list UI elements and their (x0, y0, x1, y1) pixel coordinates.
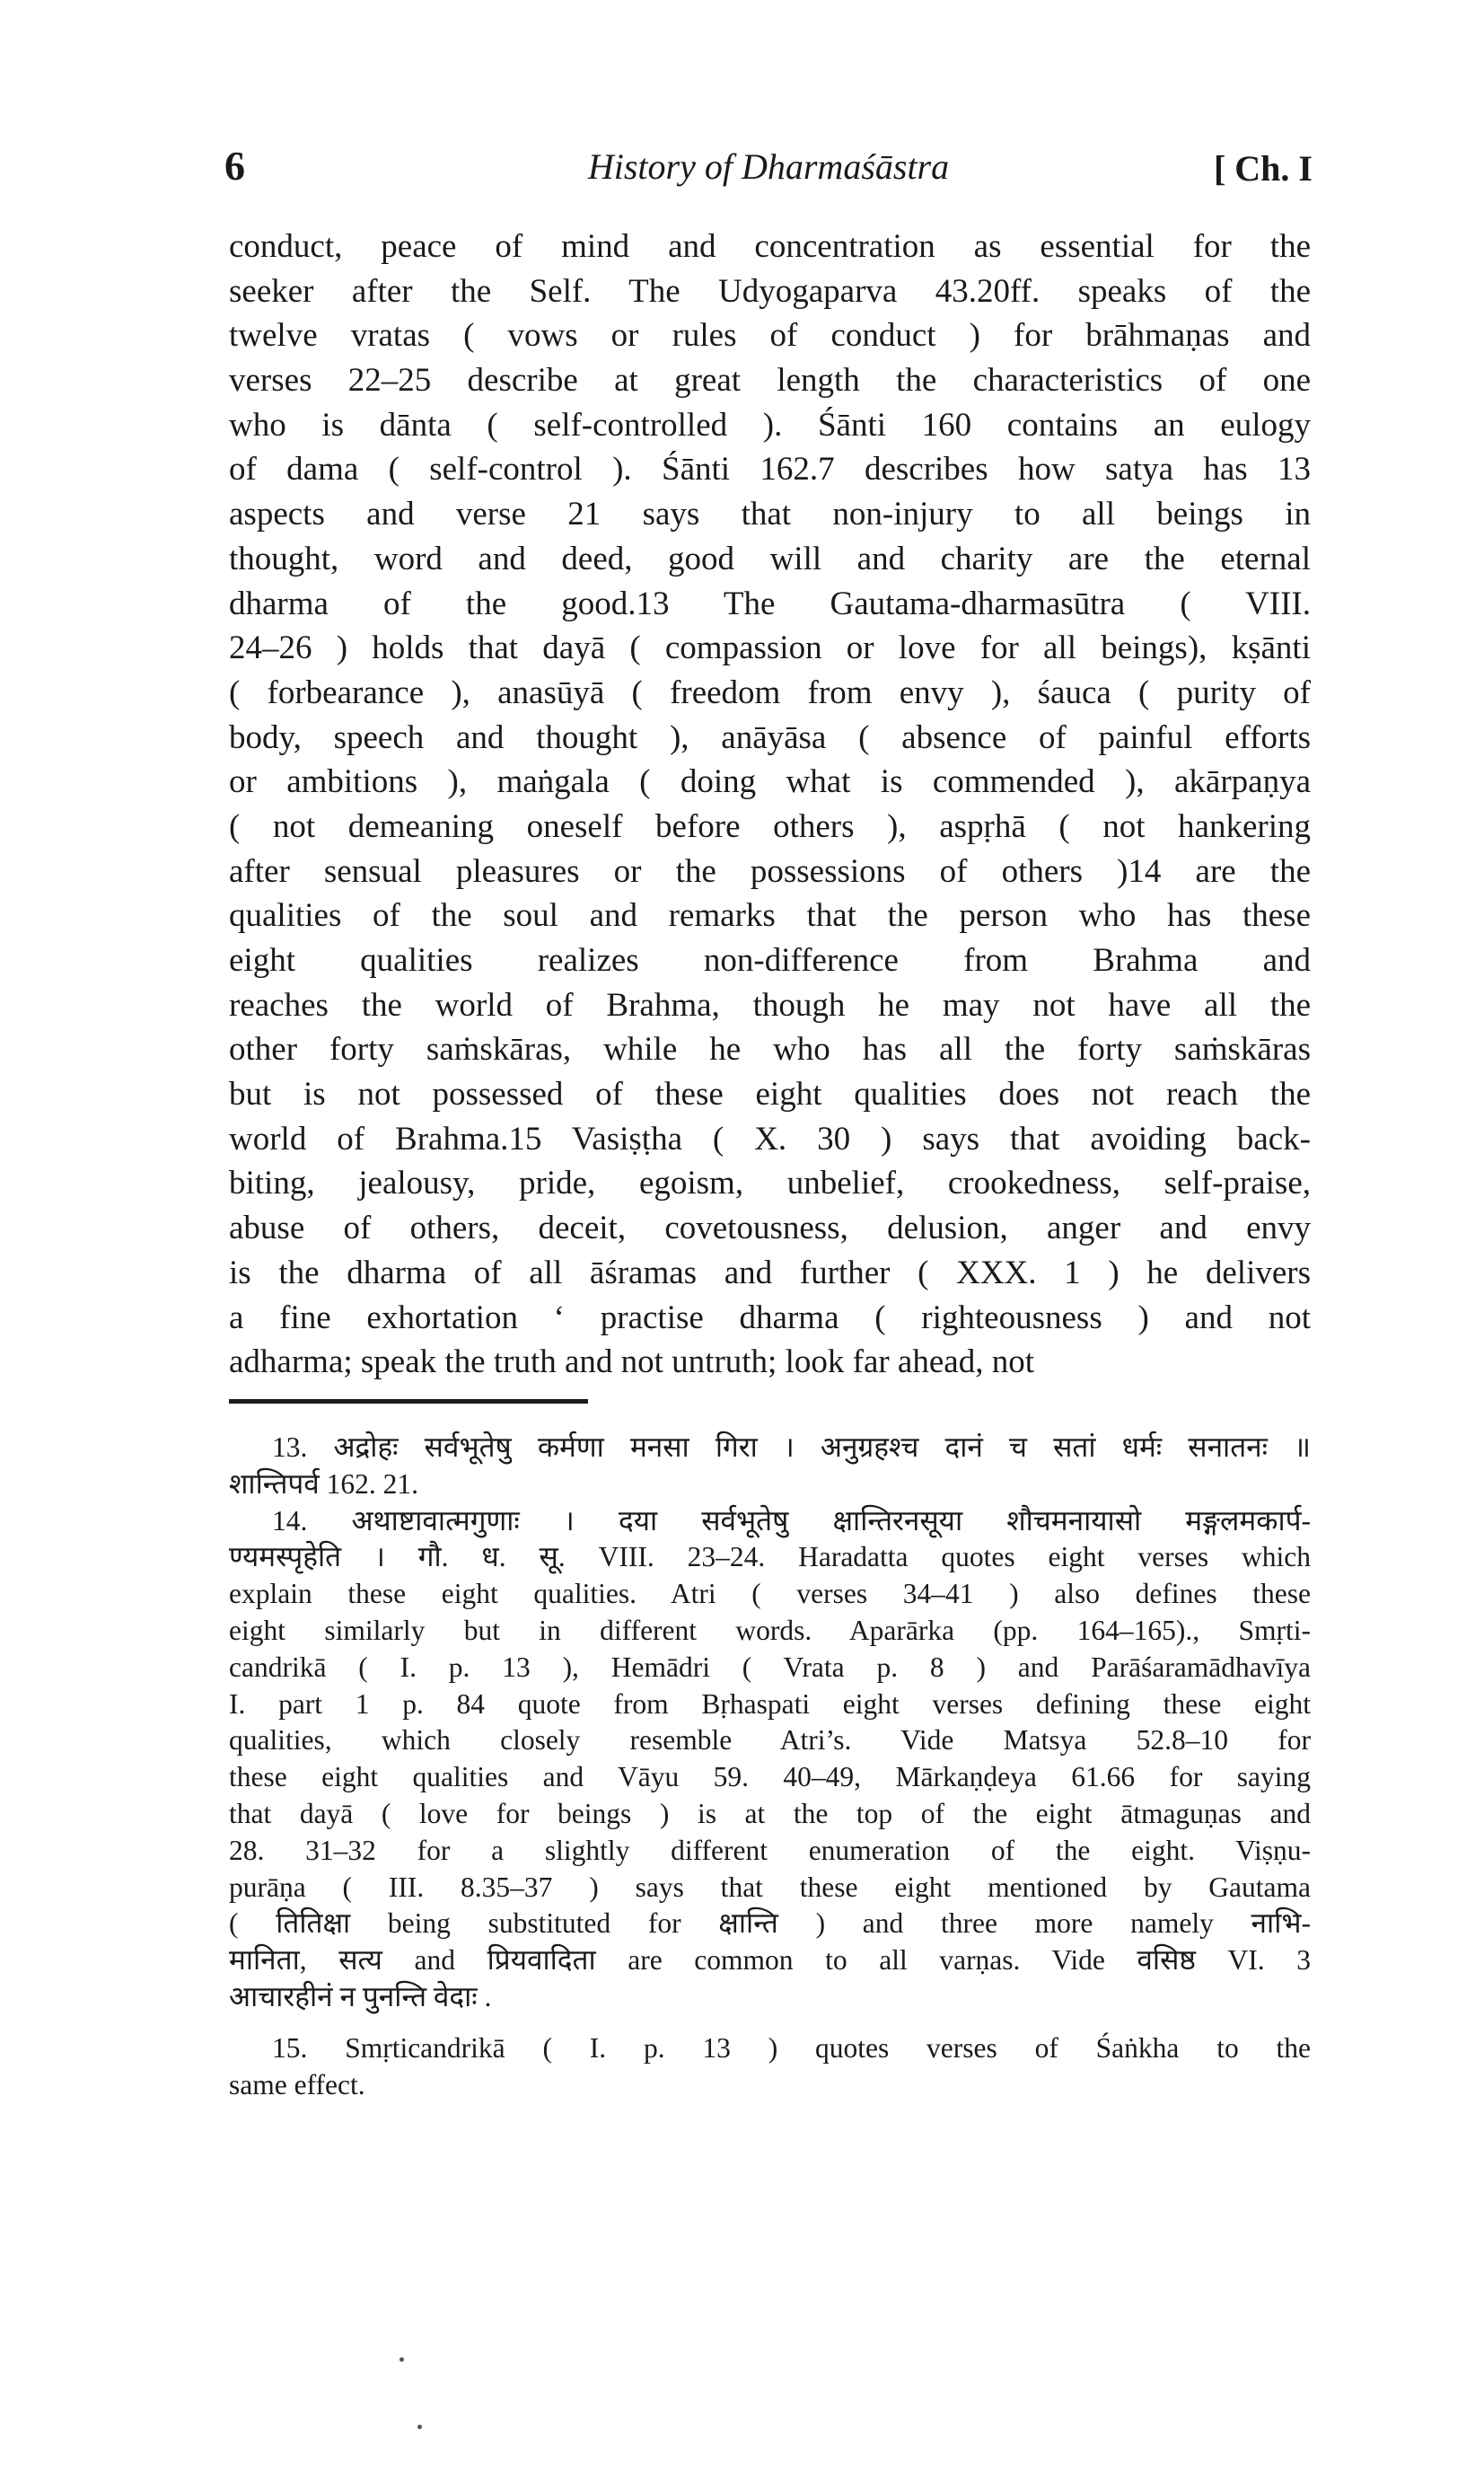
body-line: ( forbearance ), anasūyā ( freedom from envy ), śauca ( purity of (229, 674, 1311, 711)
body-line: after sensual pleasures or the possessions of others )14 are the (229, 852, 1311, 890)
footnote-line: candrikā ( I. p. 13 ), Hemādri ( Vrata p. 8 ) and Parāśaramādhavīya (229, 1651, 1311, 1683)
footnote-line: 15. Smṛticandrikā ( I. p. 13 ) quotes verses of Śaṅkha to the (272, 2031, 1311, 2064)
body-line: world of Brahma.15 Vasiṣṭha ( X. 30 ) says that avoiding back- (229, 1120, 1311, 1158)
footnote-line: purāṇa ( III. 8.35–37 ) says that these eight mentioned by Gautama (229, 1871, 1311, 1903)
body-line: biting, jealousy, pride, egoism, unbelief, crookedness, self-praise, (229, 1165, 1311, 1202)
body-line: conduct, peace of mind and concentration as essential for the (229, 228, 1311, 265)
body-line: reaches the world of Brahma, though he may not have all the (229, 986, 1311, 1024)
body-text (229, 225, 1311, 1385)
running-title: History of Dharmaśāstra (587, 146, 950, 187)
footnote-line: 13. अद्रोहः सर्वभूतेषु कर्मणा मनसा गिरा । अनुग्रहश्च दानं च सतां धर्मः सनातनः ॥ (272, 1431, 1311, 1463)
body-line: verses 22–25 describe at great length the characteristics of one (229, 362, 1311, 400)
body-line: adharma; speak the truth and not untruth; look far ahead, not (229, 1343, 1034, 1381)
body-line: other forty saṁskāras, while he who has all the forty saṁskāras (229, 1031, 1311, 1069)
footnote-line: these eight qualities and Vāyu 59. 40–49, Mārkaṇḍeya 61.66 for saying (229, 1761, 1311, 1793)
body-line: body, speech and thought ), anāyāsa ( absence of painful efforts (229, 718, 1311, 756)
footnotes (229, 1430, 1311, 2103)
footnote-line: ( तितिक्षा being substituted for क्षान्ति ) and three more namely नाभि- (229, 1907, 1311, 1940)
footnote-13 (229, 1430, 1311, 1503)
footnote-14 (229, 1503, 1311, 2016)
footnote-rule (229, 1399, 588, 1404)
footnote-line: 28. 31–32 for a slightly different enumeration of the eight. Viṣṇu- (229, 1834, 1311, 1866)
scan-speck (417, 2425, 422, 2429)
footnote-line: मानिता, सत्य and प्रियवादिता are common to all varṇas. Vide वसिष्ठ VI. 3 (229, 1944, 1311, 1977)
page-header (224, 135, 1313, 198)
body-line: qualities of the soul and remarks that the person who has these (229, 897, 1311, 935)
body-line: seeker after the Self. The Udyogaparva 43.20ff. speaks of the (229, 272, 1311, 310)
chapter-label: [ Ch. I (1213, 148, 1313, 189)
footnote-line: explain these eight qualities. Atri ( verses 34–41 ) also defines these (229, 1578, 1311, 1610)
footnote-line: same effect. (229, 2068, 365, 2100)
body-line: eight qualities realizes non-difference from Brahma and (229, 942, 1311, 979)
body-line: who is dānta ( self-controlled ). Śānti 160 contains an eulogy (229, 406, 1311, 444)
body-line: twelve vratas ( vows or rules of conduct ) for brāhmaṇas and (229, 317, 1311, 355)
body-line: is the dharma of all āśramas and further ( XXX. 1 ) he delivers (229, 1254, 1311, 1291)
body-line: 24–26 ) holds that dayā ( compassion or love for all beings), kṣānti (229, 630, 1311, 667)
body-line: but is not possessed of these eight qualities does not reach the (229, 1076, 1311, 1114)
body-line: dharma of the good.13 The Gautama-dharmasūtra ( VIII. (229, 585, 1311, 622)
body-line: of dama ( self-control ). Śānti 162.7 describes how satya has 13 (229, 451, 1311, 489)
footnote-line: 14. अथाष्टावात्मगुणाः । दया सर्वभूतेषु क्षान्तिरनसूया शौचमनायासो मङ्गलमकार्प- (272, 1504, 1311, 1537)
page-number: 6 (224, 143, 245, 189)
body-line: ( not demeaning oneself before others ), aspṛhā ( not hankering (229, 807, 1311, 845)
footnote-line: शान्तिपर्व 162. 21. (229, 1467, 419, 1500)
scan-speck (400, 2357, 404, 2362)
footnote-line: ण्यमस्पृहेति । गौ. ध. सू. VIII. 23–24. Haradatta quotes eight verses which (229, 1541, 1311, 1573)
footnote-line: eight similarly but in different words. Aparārka (pp. 164–165)., Smṛti- (229, 1614, 1311, 1646)
footnote-line: that dayā ( love for beings ) is at the top of the eight ātmaguṇas and (229, 1797, 1311, 1829)
footnote-line: आचारहीनं न पुनन्ति वेदाः . (229, 1980, 492, 2012)
body-line: or ambitions ), maṅgala ( doing what is commended ), akārpaṇya (229, 763, 1311, 801)
body-line: thought, word and deed, good will and charity are the eternal (229, 540, 1311, 577)
body-line: abuse of others, deceit, covetousness, delusion, anger and envy (229, 1210, 1311, 1247)
body-line: a fine exhortation ‘ practise dharma ( righteousness ) and not (229, 1299, 1311, 1336)
footnote-line: qualities, which closely resemble Atri’s. Vide Matsya 52.8–10 for (229, 1724, 1311, 1757)
footnote-line: I. part 1 p. 84 quote from Bṛhaspati eight verses defining these eight (229, 1687, 1311, 1720)
footnote-15 (229, 2030, 1311, 2104)
body-line: aspects and verse 21 says that non-injury to all beings in (229, 496, 1311, 533)
